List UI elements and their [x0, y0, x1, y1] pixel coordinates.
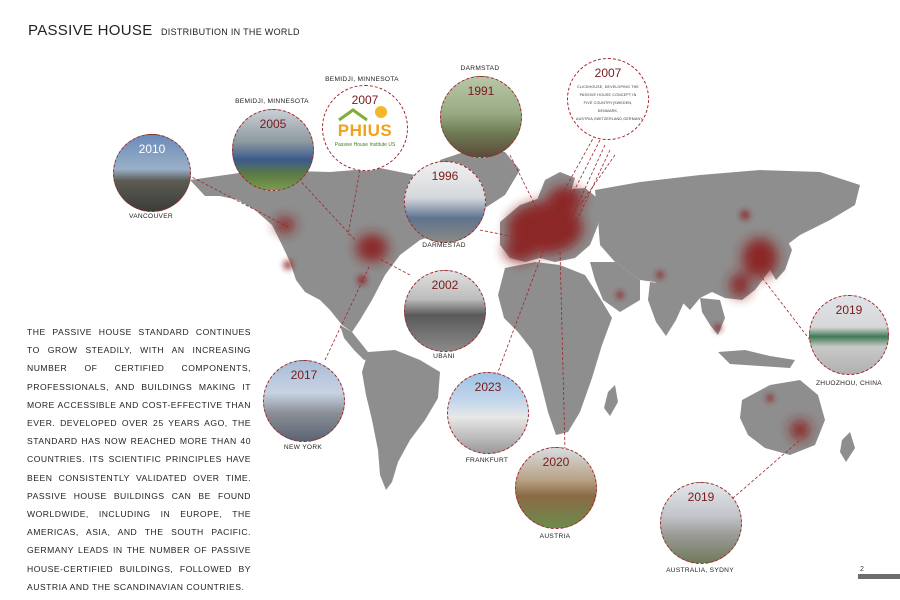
marker-bemidji-2005[interactable]: [232, 109, 314, 191]
phius-logo-text: PHIUS: [337, 121, 393, 140]
marker-vancouver[interactable]: [113, 134, 191, 212]
marker-caption: ZHUOZHOU, CHINA: [815, 380, 883, 387]
marker-year: 2023: [474, 380, 502, 394]
indonesia-land: [718, 350, 795, 368]
australia-land: [740, 380, 825, 455]
marker-ubani[interactable]: [404, 270, 486, 352]
marker-darmestad-1996[interactable]: [404, 161, 486, 243]
marker-caption: DARMESTAD: [422, 242, 466, 249]
marker-year: 2017: [290, 368, 318, 382]
marker-new-york[interactable]: [263, 360, 345, 442]
marker-austria[interactable]: [515, 447, 597, 529]
marker-caption: BEMIDJI, MINNESOTA: [235, 98, 309, 105]
new-zealand-land: [840, 432, 855, 462]
marker-zhuozhou[interactable]: [809, 295, 889, 375]
marker-year: 1996: [431, 169, 459, 183]
marker-caption: DARMSTAD: [460, 65, 500, 72]
marker-year: 2019: [835, 303, 863, 317]
marker-caption: BEMIDJI, MINNESOTA: [325, 76, 399, 83]
page-bar: [858, 574, 900, 579]
marker-year: 2007: [594, 66, 622, 80]
marker-phius[interactable]: [322, 85, 408, 171]
marker-year: 2007: [351, 93, 379, 107]
marker-caption: NEW YORK: [283, 444, 323, 451]
marker-year: 2019: [687, 490, 715, 504]
phius-logo-sub: Passive House Institute US: [334, 142, 396, 148]
madagascar-land: [604, 385, 618, 416]
marker-year: 2005: [259, 117, 287, 131]
marker-caption: CLICKHOUSE, DEVELOPING THE PASSIVE HOUSE CONCEPT IN FIVE COUNTRY(SWEDEN, DENMARK, AUSTRIA,SWITZERLAND,GERMANY: [576, 85, 643, 121]
marker-year: 1991: [467, 84, 495, 98]
intro-paragraph: THE PASSIVE HOUSE STANDARD CONTINUES TO GROW STEADILY, WITH AN INCREASING NUMBER OF CERTIFIED COMPONENTS, PROFESSIONALS, AND BUILDINGS MAKING IT MORE ACCESSIBLE AND COST-EFFECTIVE THAN EVER. DEVELOPED OVER 25 YEARS AGO, THE STANDARD HAS NOW REACHED MORE THAN 40 COUNTRIES. ITS SCIENTIFIC PRINCIPLES HAVE BEEN CONSISTENTLY VALIDATED OVER TIME. PASSIVE HOUSE BUILDINGS CAN BE FOUND WORLDWIDE, INCLUDING IN EUROPE, THE AMERICAS, ASIA, AND THE SOUTH PACIFIC. GERMANY LEADS IN THE NUMBER OF PASSIVE HOUSE-CERTIFIED BUILDINGS, FOLLOWED BY AUSTRIA AND THE SCANDINAVIAN COUNTRIES.: [27, 327, 251, 592]
marker-year: 2002: [431, 278, 459, 292]
page-number: 2: [860, 566, 864, 573]
marker-caption: VANCOUVER: [129, 213, 173, 220]
title-main: PASSIVE HOUSE: [28, 22, 153, 39]
marker-caption: FRANKFURT: [465, 457, 509, 464]
marker-caption: AUSTRALIA, SYDNY: [666, 567, 734, 574]
title-sub: DISTRIBUTION IN THE WORLD: [160, 27, 300, 37]
marker-year: 2020: [542, 455, 570, 469]
marker-caption: UBANI: [433, 353, 455, 360]
marker-five-countries[interactable]: [567, 58, 649, 140]
marker-caption: AUSTRIA: [539, 533, 571, 540]
marker-darmstad-1991[interactable]: [440, 76, 522, 158]
marker-sydney[interactable]: [660, 482, 742, 564]
marker-frankfurt[interactable]: [447, 372, 529, 454]
marker-year: 2010: [138, 142, 166, 156]
south-america-land: [362, 350, 440, 490]
